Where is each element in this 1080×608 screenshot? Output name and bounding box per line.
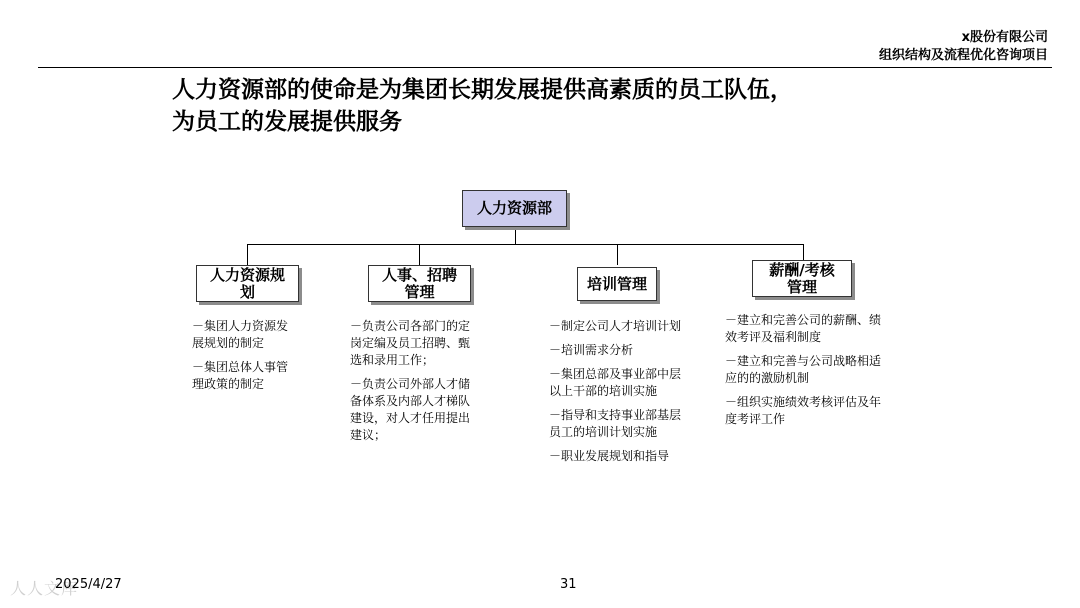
desc-item: －制定公司人才培训计划 xyxy=(549,319,682,333)
company-name: x股份有限公司 xyxy=(961,30,1048,45)
desc-training xyxy=(549,318,709,472)
horizontal-connector xyxy=(247,244,804,245)
dept-box-recruiting xyxy=(368,265,471,302)
dept-box-training xyxy=(577,267,657,301)
footer-date: 2025/4/27 xyxy=(55,577,122,592)
watermark: 人人文库 xyxy=(10,579,79,598)
dept-box-hr-planning xyxy=(196,265,299,302)
branch-connector-4 xyxy=(803,244,804,260)
desc-hr-planning xyxy=(192,318,322,400)
desc-item: －建立和完善公司的薪酬、绩 效考评及福利制度 xyxy=(725,313,882,344)
desc-item: －职业发展规划和指导 xyxy=(549,449,670,463)
title-line-2: 为员工的发展提供服务 xyxy=(172,109,402,135)
dept-label-line1: 人力资源规 xyxy=(209,265,285,284)
desc-compensation xyxy=(725,312,910,435)
desc-item: －建立和完善与公司战略相适 应的的激励机制 xyxy=(725,354,882,385)
root-connector xyxy=(515,227,516,245)
slide-title xyxy=(172,74,793,138)
desc-item: －集团人力资源发 展规划的制定 xyxy=(192,319,289,350)
branch-connector-3 xyxy=(617,244,618,265)
desc-item: －集团总体人事管 理政策的制定 xyxy=(192,360,289,391)
dept-label-line1: 培训管理 xyxy=(586,274,647,293)
dept-box-compensation xyxy=(752,260,852,297)
desc-item: －集团总部及事业部中层 以上干部的培训实施 xyxy=(549,367,682,398)
desc-recruiting xyxy=(350,318,500,451)
header-divider xyxy=(38,67,1052,68)
dept-label-line2: 管理 xyxy=(786,277,817,296)
dept-label-line2: 管理 xyxy=(404,282,435,301)
dept-label-line1: 人事、招聘 xyxy=(381,265,457,284)
branch-connector-1 xyxy=(247,244,248,265)
project-name: 组织结构及流程优化咨询项目 xyxy=(878,48,1048,63)
desc-item: －负责公司各部门的定 岗定编及员工招聘、甄 选和录用工作； xyxy=(350,319,471,367)
desc-item: －组织实施绩效考核评估及年 度考评工作 xyxy=(725,395,882,426)
desc-item: －培训需求分析 xyxy=(549,343,634,357)
branch-connector-2 xyxy=(419,244,420,265)
org-root-box xyxy=(462,190,567,227)
org-root-label: 人力资源部 xyxy=(476,199,552,217)
dept-label-line1: 薪酬/考核 xyxy=(769,260,835,279)
title-line-1: 人力资源部的使命是为集团长期发展提供高素质的员工队伍， xyxy=(172,77,793,103)
desc-item: －指导和支持事业部基层 员工的培训计划实施 xyxy=(549,408,682,439)
desc-item: －负责公司外部人才储 备体系及内部人才梯队 建设，对人才任用提出 建议； xyxy=(350,377,471,442)
dept-label-line2: 划 xyxy=(239,282,255,301)
page-number: 31 xyxy=(560,577,577,592)
